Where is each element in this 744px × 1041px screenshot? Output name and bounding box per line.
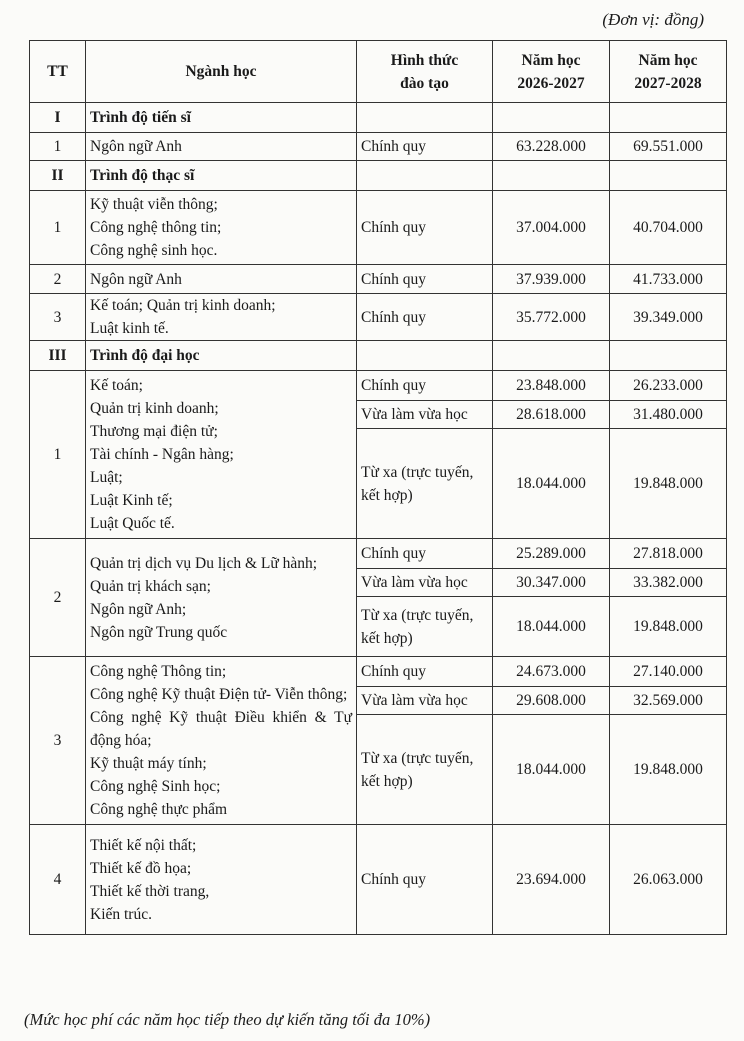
section-row	[30, 161, 727, 191]
major-list	[86, 294, 357, 341]
training-form	[357, 371, 493, 401]
fee-2026-2027: 37.939.000	[493, 265, 610, 294]
major-name: Luật Kinh tế;	[90, 492, 173, 509]
fee-2027-2028: 40.704.000	[610, 191, 727, 265]
major-name: Quản trị kinh doanh;	[90, 400, 219, 417]
major-name: Thiết kế thời trang,	[90, 882, 210, 900]
training-form	[357, 569, 493, 597]
fee-2027-2028: 31.480.000	[610, 401, 727, 429]
training-form	[357, 657, 493, 687]
section-roman: II	[30, 161, 86, 191]
major-name: Công nghệ sinh học.	[90, 242, 218, 259]
fee-2027-2028: 69.551.000	[610, 133, 727, 161]
major-list	[86, 371, 357, 539]
table-row	[30, 191, 727, 265]
empty-cell	[493, 341, 610, 371]
empty-cell	[493, 103, 610, 133]
major-name: Kỹ thuật máy tính;	[90, 755, 207, 772]
table-row	[30, 371, 727, 401]
row-number: 4	[30, 825, 86, 935]
training-form-line: Chính quy	[361, 308, 427, 326]
fee-2026-2027: 37.004.000	[493, 191, 610, 265]
row-number: 2	[30, 539, 86, 657]
empty-cell	[357, 161, 493, 191]
fee-2026-2027: 28.618.000	[493, 401, 610, 429]
fee-2026-2027: 23.694.000	[493, 825, 610, 935]
major-list	[86, 133, 357, 161]
training-form-line: Chính quy	[361, 270, 427, 288]
training-form	[357, 715, 493, 825]
fee-2027-2028: 26.063.000	[610, 825, 727, 935]
fee-2026-2027: 63.228.000	[493, 133, 610, 161]
fee-2027-2028: 33.382.000	[610, 569, 727, 597]
table-row	[30, 657, 727, 687]
training-form	[357, 191, 493, 265]
major-name: Tài chính - Ngân hàng;	[90, 446, 234, 463]
fee-2026-2027: 35.772.000	[493, 294, 610, 341]
header-year2: Năm học 2027-2028	[610, 41, 727, 103]
major-name: Công nghệ Sinh học;	[90, 778, 221, 795]
major-name: Công nghệ Kỹ thuật Điện tử- Viễn thông;	[90, 686, 348, 703]
fee-2027-2028: 41.733.000	[610, 265, 727, 294]
section-title: Trình độ đại học	[86, 341, 357, 371]
training-form	[357, 265, 493, 294]
major-name: Kế toán;	[90, 377, 143, 394]
training-form	[357, 429, 493, 539]
section-roman: III	[30, 341, 86, 371]
table-row	[30, 294, 727, 341]
major-list	[86, 265, 357, 294]
fee-2027-2028: 32.569.000	[610, 687, 727, 715]
major-name: Công nghệ thông tin;	[90, 219, 222, 236]
header-major: Ngành học	[86, 41, 357, 103]
training-form-line: Chính quy	[361, 663, 427, 680]
training-form	[357, 294, 493, 341]
fee-2026-2027: 30.347.000	[493, 569, 610, 597]
training-form-line: Từ xa (trực tuyến,	[361, 463, 474, 481]
training-form-line: Chính quy	[361, 377, 427, 394]
training-form-line: Từ xa (trực tuyến,	[361, 749, 474, 767]
training-form	[357, 539, 493, 569]
section-title: Trình độ thạc sĩ	[86, 161, 357, 191]
major-name: Thiết kế nội thất;	[90, 836, 197, 854]
fee-2026-2027: 23.848.000	[493, 371, 610, 401]
fee-2027-2028: 19.848.000	[610, 715, 727, 825]
major-name: Kiến trúc.	[90, 905, 152, 923]
table-row	[30, 133, 727, 161]
major-name: Luật kinh tế.	[90, 320, 169, 337]
header-tt: TT	[30, 41, 86, 103]
major-name: Quản trị khách sạn;	[90, 577, 211, 595]
training-form	[357, 133, 493, 161]
tuition-table	[29, 40, 727, 935]
major-name: Kỹ thuật viễn thông;	[90, 196, 218, 213]
empty-cell	[357, 103, 493, 133]
major-name: Kế toán; Quản trị kinh doanh;	[90, 297, 276, 314]
major-name: Công nghệ Kỹ thuật Điều khiển & Tự động hóa;	[90, 709, 352, 749]
fee-2026-2027: 24.673.000	[493, 657, 610, 687]
fee-2027-2028: 39.349.000	[610, 294, 727, 341]
training-form-line: Vừa làm vừa học	[361, 692, 468, 709]
header-year1: Năm học 2026-2027	[493, 41, 610, 103]
footnote: (Mức học phí các năm học tiếp theo dự kiến tăng tối đa 10%)	[24, 1010, 431, 1029]
fee-2026-2027: 18.044.000	[493, 429, 610, 539]
major-list	[86, 657, 357, 825]
fee-2027-2028: 19.848.000	[610, 429, 727, 539]
row-number: 1	[30, 371, 86, 539]
major-name: Công nghệ Thông tin;	[90, 663, 227, 680]
major-name: Ngôn ngữ Anh	[90, 138, 182, 155]
empty-cell	[610, 103, 727, 133]
major-name: Thương mại điện tử;	[90, 423, 218, 440]
row-number: 3	[30, 294, 86, 341]
row-number: 3	[30, 657, 86, 825]
training-form	[357, 825, 493, 935]
training-form	[357, 401, 493, 429]
fee-2027-2028: 19.848.000	[610, 597, 727, 657]
major-name: Luật;	[90, 469, 123, 486]
row-number: 2	[30, 265, 86, 294]
section-roman: I	[30, 103, 86, 133]
major-name: Công nghệ thực phẩm	[90, 801, 228, 818]
header-form: Hình thức đào tạo	[357, 41, 493, 103]
table-row	[30, 265, 727, 294]
empty-cell	[610, 161, 727, 191]
section-row	[30, 103, 727, 133]
training-form-line: kết hợp)	[361, 772, 413, 790]
major-name: Ngôn ngữ Anh	[90, 270, 182, 288]
major-list	[86, 825, 357, 935]
training-form-line: Chính quy	[361, 219, 427, 236]
training-form	[357, 687, 493, 715]
major-list	[86, 191, 357, 265]
training-form-line: Chính quy	[361, 871, 427, 888]
table-row	[30, 825, 727, 935]
major-name: Luật Quốc tế.	[90, 515, 175, 532]
fee-2027-2028: 26.233.000	[610, 371, 727, 401]
major-name: Ngôn ngữ Anh;	[90, 600, 187, 618]
fee-2026-2027: 18.044.000	[493, 715, 610, 825]
major-name: Thiết kế đồ họa;	[90, 859, 192, 877]
fee-2027-2028: 27.140.000	[610, 657, 727, 687]
empty-cell	[610, 341, 727, 371]
header-row	[30, 41, 727, 103]
fee-2026-2027: 18.044.000	[493, 597, 610, 657]
training-form-line: Vừa làm vừa học	[361, 574, 468, 591]
fee-2026-2027: 25.289.000	[493, 539, 610, 569]
table-row	[30, 539, 727, 569]
training-form-line: kết hợp)	[361, 629, 413, 647]
training-form-line: Từ xa (trực tuyến,	[361, 606, 474, 624]
training-form-line: Chính quy	[361, 138, 427, 155]
training-form-line: Vừa làm vừa học	[361, 406, 468, 423]
major-name: Ngôn ngữ Trung quốc	[90, 623, 228, 641]
unit-note: (Đơn vị: đồng)	[602, 10, 704, 29]
training-form	[357, 597, 493, 657]
major-list	[86, 539, 357, 657]
fee-2026-2027: 29.608.000	[493, 687, 610, 715]
section-title: Trình độ tiến sĩ	[86, 103, 357, 133]
row-number: 1	[30, 191, 86, 265]
row-number: 1	[30, 133, 86, 161]
training-form-line: Chính quy	[361, 545, 427, 562]
empty-cell	[357, 341, 493, 371]
training-form-line: kết hợp)	[361, 486, 413, 504]
section-row	[30, 341, 727, 371]
major-name: Quản trị dịch vụ Du lịch & Lữ hành;	[90, 554, 318, 572]
empty-cell	[493, 161, 610, 191]
fee-2027-2028: 27.818.000	[610, 539, 727, 569]
